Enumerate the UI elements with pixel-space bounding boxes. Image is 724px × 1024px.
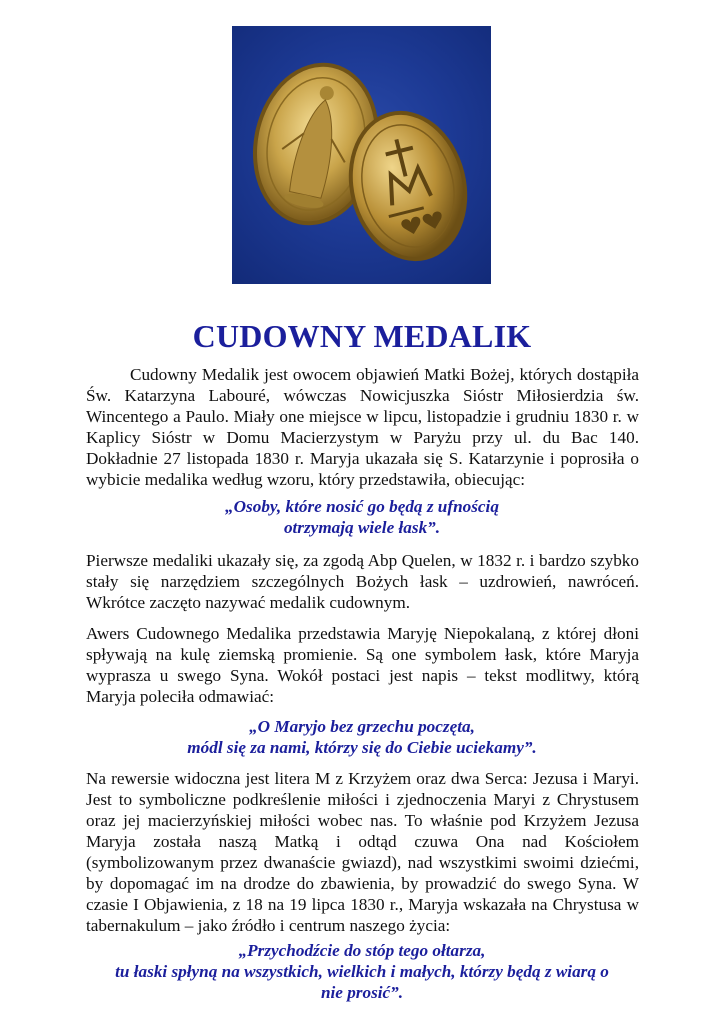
quote-line: „Osoby, które nosić go będą z ufnością bbox=[225, 497, 499, 516]
page-title: CUDOWNY MEDALIK bbox=[192, 318, 532, 354]
paragraph-history: Pierwsze medaliki ukazały się, za zgodą Abp Quelen, w 1832 r. i bardzo szybko stały się narzędziem szczególnych Bożych łask – uzdrowień, nawróceń. Wkrótce zaczęto nazywać medalik cudownym. bbox=[86, 551, 639, 612]
medal-image bbox=[232, 26, 491, 284]
paragraph-reverse: Na rewersie widoczna jest litera M z Krzyżem oraz dwa Serca: Jezusa i Maryi. Jest to symboliczne podkreślenie miłości i zjednoczenia Maryi z Chrystusem oraz jej macierzyńskiej miłości wobec nas. To właśnie pod Krzyżem Jezusa Maryja została naszą Matką i odtąd czuwa Ona nad Kościołem (symbolizowanym przez dwanaście gwiazd), nad wszystkimi swoimi dziećmi, by dopomagać im na drodze do zbawienia, by prowadzić do swego Syna. W czasie I Objawienia, z 18 na 19 lipca 1830 r., Maryja wskazała na Chrystusa w tabernakulum – jako źródło i centrum naszego życia: bbox=[86, 769, 639, 935]
quote-altar bbox=[70, 940, 654, 1003]
quote-line: „Przychodźcie do stóp tego ołtarza, bbox=[238, 941, 486, 960]
quote-line: tu łaski spłyną na wszystkich, wielkich i małych, którzy będą z wiarą o bbox=[115, 962, 609, 981]
quote-promise bbox=[70, 496, 654, 538]
quote-line: „O Maryjo bez grzechu poczęta, bbox=[249, 717, 475, 736]
paragraph-intro: Cudowny Medalik jest owocem objawień Matki Bożej, których dostąpiła Św. Katarzyna Labouré, wówczas Nowicjuszka Sióstr Miłosierdzia św. Wincentego a Paulo. Miały one miejsce w lipcu, listopadzie i grudniu 1830 r. w Kaplicy Sióstr w Domu Macierzystym w Paryżu przy ul. du Bac 140. Dokładnie 27 listopada 1830 r. Maryja ukazała się S. Katarzynie i poprosiła o wybicie medalika według wzoru, który przedstawiła, obiecując: bbox=[86, 365, 639, 489]
paragraph-obverse: Awers Cudownego Medalika przedstawia Maryję Niepokalaną, z której dłoni spływają na kulę ziemską promienie. Są one symbolem łask, które Maryja wyprasza u swego Syna. Wokół postaci jest napis – tekst modlitwy, którą Maryja poleciła odmawiać: bbox=[86, 624, 639, 706]
quote-line: nie prosić”. bbox=[320, 983, 404, 1002]
quote-line: módl się za nami, którzy się do Ciebie uciekamy”. bbox=[187, 738, 537, 757]
medal-illustration bbox=[232, 26, 491, 284]
quote-line: otrzymają wiele łask”. bbox=[283, 518, 441, 537]
quote-prayer bbox=[70, 716, 654, 758]
